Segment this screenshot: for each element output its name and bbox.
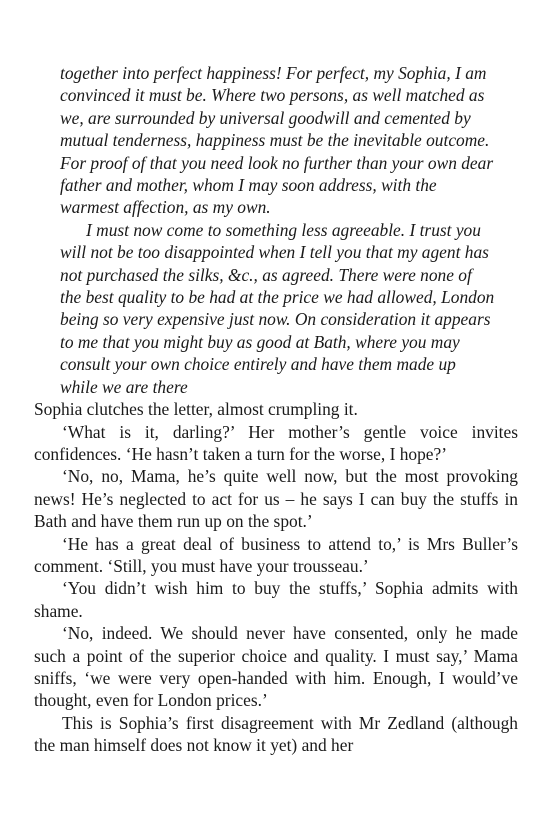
narrative-paragraph: ‘What is it, darling?’ Her mother’s gentle voice invites confidences. ‘He hasn’t taken a turn for the worse, I hope?’	[34, 421, 518, 464]
narrative-text	[34, 398, 518, 757]
narrative-paragraph: ‘He has a great deal of business to attend to,’ is Mrs Buller’s comment. ‘Still, you must have your trousseau.’	[34, 533, 518, 576]
letter-paragraph: together into perfect happiness! For perfect, my Sophia, I am convinced it must be. Where two persons, as well matched as we, are surrounded by universal goodwill and cemented by mutual tenderness, happiness must be the inevitable outcome. For proof of that you need look no further than your own dear father and mother, whom I may soon address, with the warmest affection, as my own.	[60, 63, 494, 218]
letter-excerpt	[34, 62, 518, 398]
narrative-paragraph: ‘No, indeed. We should never have consented, only he made such a point of the superior choice and quality. I must say,’ Mama sniffs, ‘we were very open-handed with him. Enough, I would’ve thought, even for London prices.’	[34, 623, 518, 711]
narrative-paragraph: This is Sophia’s first disagreement with Mr Zedland (although the man himself does not know it yet) and her	[34, 712, 518, 756]
letter-paragraph: I must now come to something less agreeable. I trust you will not be too disappointed when I tell you that my agent has not purchased the silks, &c., as agreed. There were none of the best quality to be had at the price we had allowed, London being so very expensive just now. On consideration it appears to me that you might buy as good at Bath, where you may consult your own choice entirely and have them made up while we are there	[60, 219, 495, 397]
narrative-paragraph: ‘You didn’t wish him to buy the stuffs,’ Sophia admits with shame.	[34, 578, 518, 621]
narrative-paragraph: Sophia clutches the letter, almost crumpling it.	[34, 399, 358, 420]
narrative-paragraph: ‘No, no, Mama, he’s quite well now, but the most provoking news! He’s neglected to act for us – he says I can buy the stuffs in Bath and have them run up on the spot.’	[34, 466, 518, 532]
